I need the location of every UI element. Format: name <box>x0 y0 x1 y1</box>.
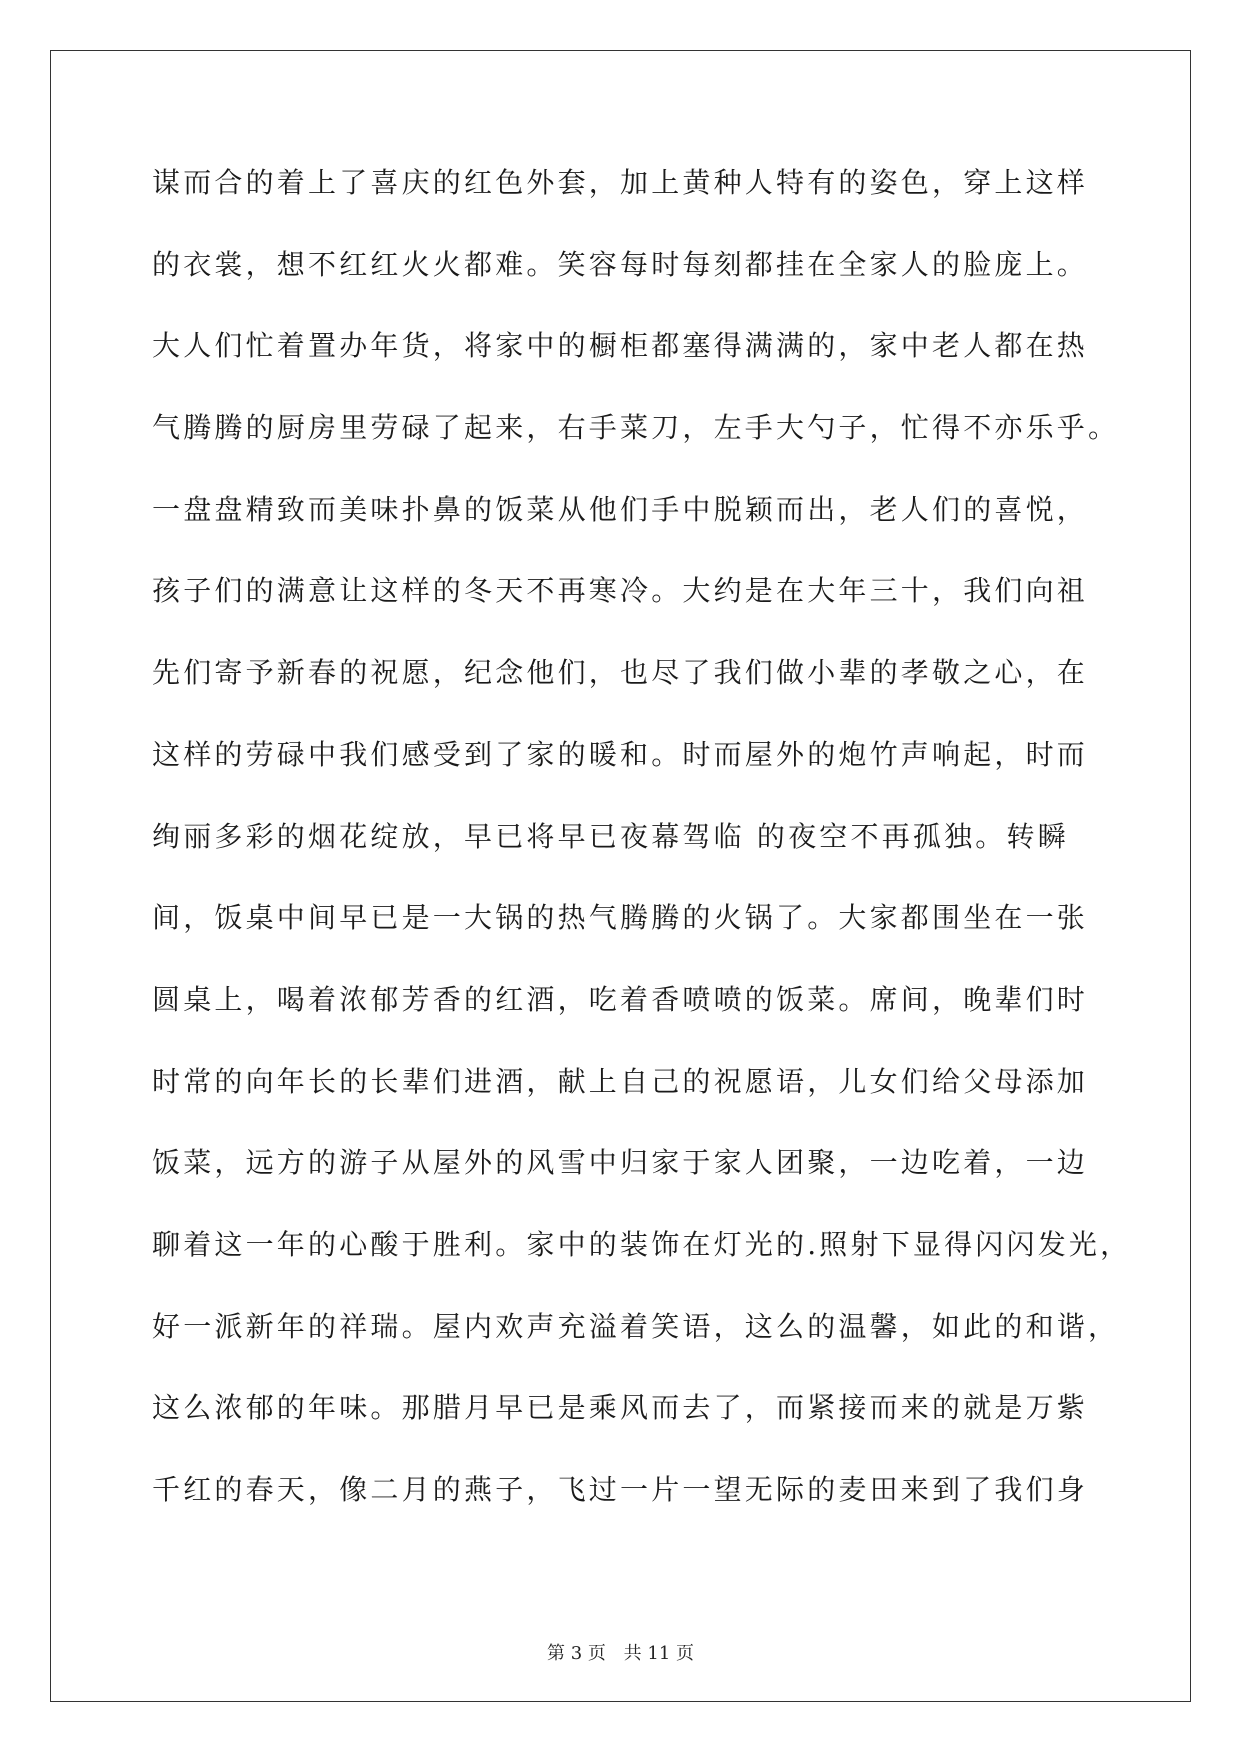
text-line: 圆桌上，喝着浓郁芳香的红酒，吃着香喷喷的饭菜。席间，晚辈们时 <box>152 982 1089 1016</box>
page-total: 共 11 页 <box>623 1643 694 1664</box>
text-line: 好一派新年的祥瑞。屋内欢声充溢着笑语，这么的温馨，如此的和谐， <box>152 1309 1120 1343</box>
text-line: 孩子们的满意让这样的冬天不再寒冷。大约是在大年三十，我们向祖 <box>152 574 1089 608</box>
text-line: 一盘盘精致而美味扑鼻的饭菜从他们手中脱颖而出，老人们的喜悦， <box>152 492 1089 526</box>
text-line: 的衣裳，想不红红火火都难。笑容每时每刻都挂在全家人的脸庞上。 <box>152 247 1089 281</box>
text-line: 这样的劳碌中我们感受到了家的暖和。时而屋外的炮竹声响起，时而 <box>152 737 1089 771</box>
page-number: 第 3 页 <box>547 1643 606 1664</box>
text-line: 千红的春天，像二月的燕子，飞过一片一望无际的麦田来到了我们身 <box>152 1473 1089 1506</box>
text-line: 谋而合的着上了喜庆的红色外套，加上黄种人特有的姿色，穿上这样 <box>152 166 1089 199</box>
text-line: 绚丽多彩的烟花绽放，早已将早已夜幕驾临 的夜空不再孤独。转瞬 <box>152 819 1069 853</box>
text-line: 间，饭桌中间早已是一大锅的热气腾腾的火锅了。大家都围坐在一张 <box>152 901 1089 935</box>
document-body <box>152 157 1132 1546</box>
text-line: 这么浓郁的年味。那腊月早已是乘风而去了，而紧接而来的就是万紫 <box>152 1391 1089 1425</box>
text-line: 气腾腾的厨房里劳碌了起来，右手菜刀，左手大勺子，忙得不亦乐乎。 <box>152 411 1120 445</box>
text-line: 饭菜，远方的游子从屋外的风雪中归家于家人团聚，一边吃着，一边 <box>152 1146 1089 1180</box>
text-line: 聊着这一年的心酸于胜利。家中的装饰在灯光的.照射下显得闪闪发光， <box>152 1227 1132 1261</box>
text-line: 大人们忙着置办年货，将家中的橱柜都塞得满满的，家中老人都在热 <box>152 329 1089 363</box>
text-line: 时常的向年长的长辈们进酒，献上自己的祝愿语，儿女们给父母添加 <box>152 1064 1089 1098</box>
text-line: 先们寄予新春的祝愿，纪念他们，也尽了我们做小辈的孝敬之心，在 <box>152 656 1089 690</box>
page-footer <box>0 1642 1241 1666</box>
